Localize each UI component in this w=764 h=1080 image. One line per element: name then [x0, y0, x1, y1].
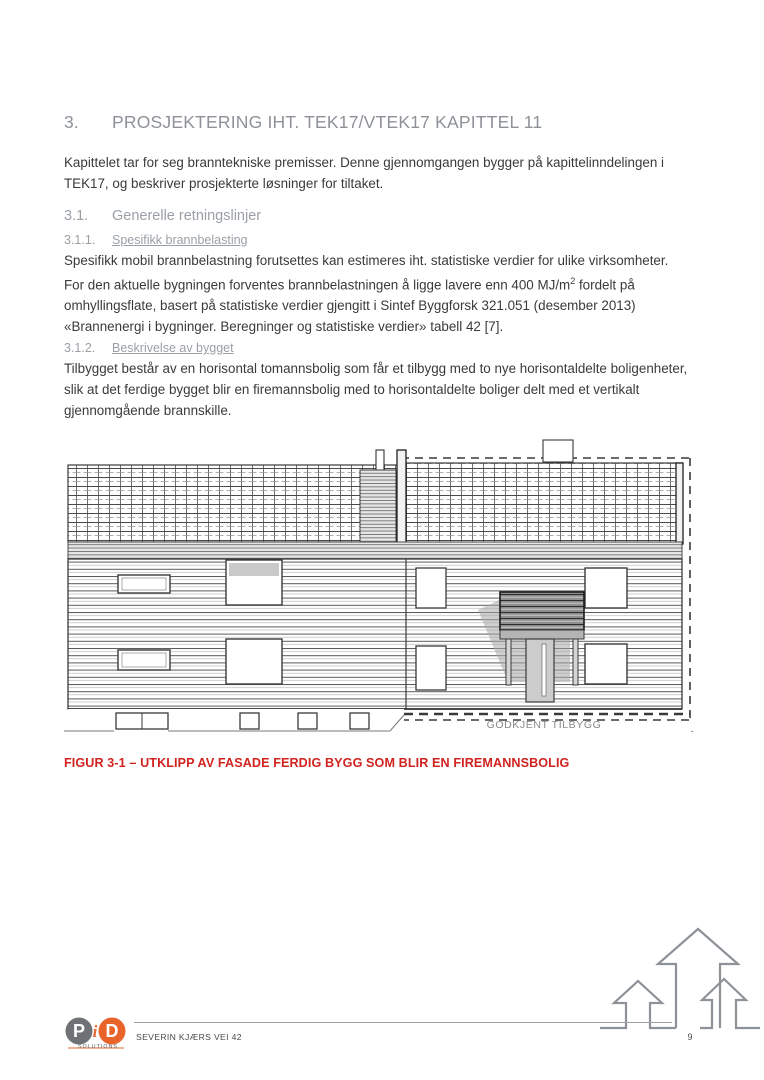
logo-subtitle: SOLUTIONS [78, 1044, 118, 1050]
window [416, 646, 446, 690]
window-transom [229, 563, 279, 576]
drawing-label-godkjent-tilbygg: GODKJENT TILBYGG [486, 719, 602, 731]
window [226, 639, 282, 684]
entrance-door [526, 639, 554, 702]
paragraph-beskrivelse-av-bygget: Tilbygget består av en horisontal tomannsbolig som får et tilbygg med to nye horisontaldelte boligenheter, slik at det ferdige bygget blir en firemannsbolig med to horisontaldelte boliger delt med et vertikalt gjennomgående brannskille. [64, 361, 688, 418]
footer-divider [134, 1022, 672, 1023]
basement-window [298, 713, 317, 729]
section-title: PROSJEKTERING IHT. TEK17/VTEK17 KAPITTEL 11 [112, 112, 543, 132]
subsection-title: Generelle retningslinjer [112, 208, 262, 224]
roof-existing [68, 465, 406, 542]
chimney [543, 440, 573, 462]
balcony-slab [500, 630, 584, 639]
arrow-large-center [658, 929, 738, 1028]
door-glass [542, 644, 546, 696]
balcony-railing [500, 592, 584, 630]
arrow-small-right [700, 979, 760, 1028]
arrows-svg [600, 925, 760, 1043]
paragraph-spesifikk-brannbelasting [64, 250, 692, 337]
subsubsection-title: Beskrivelse av bygget [112, 341, 234, 355]
fascia-band [68, 542, 682, 559]
subsubsection-title: Spesifikk brannbelasting [112, 233, 248, 247]
subsubsection-number: 3.1.2. [64, 341, 96, 355]
figure-facade-drawing [60, 432, 704, 732]
figure-caption: FIGUR 3-1 – UTKLIPP AV FASADE FERDIG BYGG SOM BLIR EN FIREMANNSBOLIG [64, 756, 570, 770]
basement-window [350, 713, 369, 729]
subsubsection-number: 3.1.1. [64, 233, 96, 247]
facade-elevation-svg [60, 432, 704, 732]
paragraph-text-part2: fordelt på omhyllingsflate, basert på statistiske verdier gjengitt i Sintef Byggforsk 321.051 (desember 2013) «Brannenergi i bygninger. Beregninger og statistiske verdier» tabell 42 [7]. [64, 277, 636, 335]
balcony-post [506, 639, 511, 685]
subsubsection-heading-beskrivelse [64, 341, 704, 355]
footer-address: SEVERIN KJÆRS VEI 42 [136, 1032, 242, 1042]
intro-paragraph: Kapittelet tar for seg branntekniske premisser. Denne gjennomgangen bygger på kapittelinndelingen i TEK17, og beskriver prosjekterte løsninger for tiltaket. [64, 155, 664, 191]
subsubsection-heading-spesifikk [64, 233, 704, 247]
page-title [64, 112, 704, 133]
page-number: 9 [687, 1032, 693, 1042]
roof-side-panel [360, 470, 396, 542]
basement-window [240, 713, 259, 729]
roof-extension [406, 463, 682, 544]
paragraph-text-part1: Spesifikk mobil brannbelastning forutsettes kan estimeres iht. statistiske verdier for ulike virksomheter. For den aktuelle bygningen forventes brannbelastningen å ligge lavere enn 400 MJ/m [64, 253, 669, 293]
subsection-number: 3.1. [64, 208, 89, 224]
window-pane [122, 653, 166, 667]
logo-letter-i: i [92, 1022, 98, 1041]
logo-letter-p: P [72, 1021, 86, 1041]
logo-letter-d: D [105, 1021, 119, 1041]
window [585, 644, 627, 684]
dimension-tick [688, 731, 693, 732]
section-number: 3. [64, 112, 79, 132]
arrow-small-left [600, 981, 676, 1028]
window [416, 568, 446, 608]
footer-arrow-graphic [600, 925, 760, 1048]
window [585, 568, 627, 608]
balcony-post [573, 639, 578, 685]
window-pane [122, 578, 166, 590]
subsection-heading [64, 208, 704, 224]
superscript-two: 2 [570, 276, 576, 286]
